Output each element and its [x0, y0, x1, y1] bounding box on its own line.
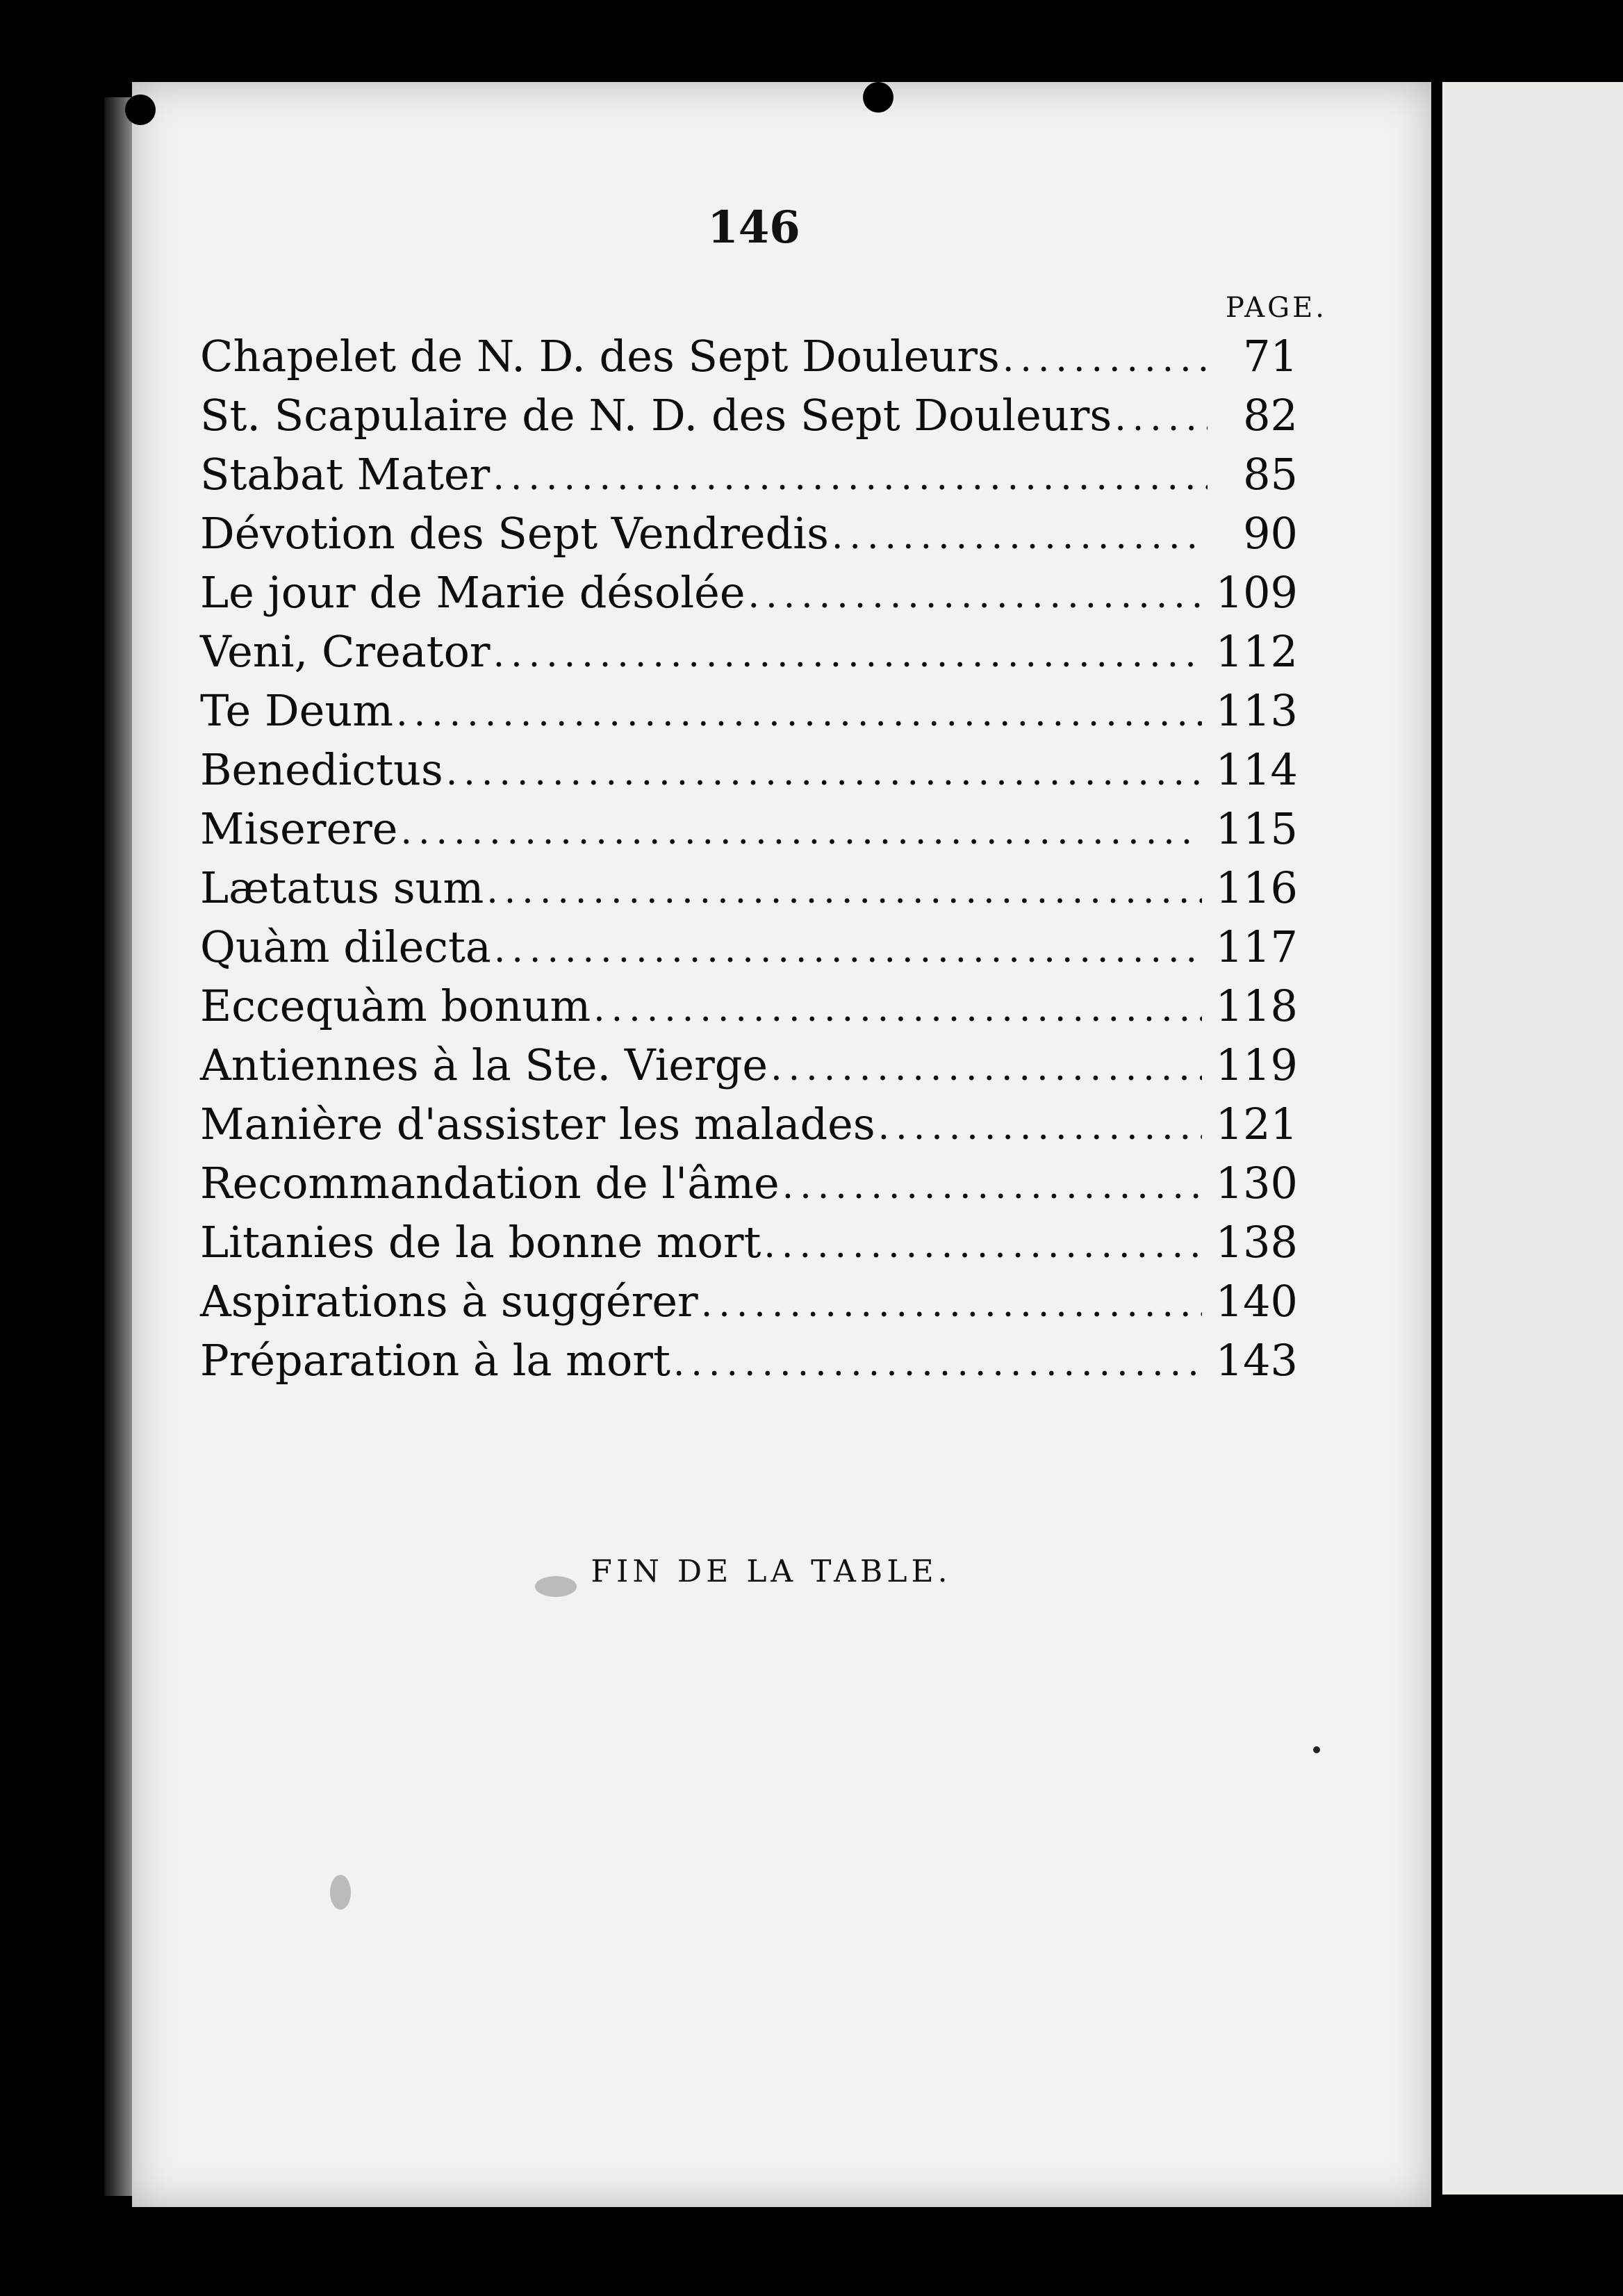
- toc-entry: [200, 981, 1298, 1040]
- toc-entry-page: 115: [1215, 803, 1298, 854]
- toc-entry-title: Veni, Creator: [200, 626, 491, 677]
- toc-entry-title: Aspirations à suggérer: [200, 1276, 698, 1327]
- page-gutter: [1431, 82, 1442, 2208]
- toc-entry-page: 114: [1215, 744, 1298, 795]
- toc-entry: [200, 449, 1298, 508]
- toc-entry-page: 116: [1215, 862, 1298, 913]
- toc-entry-page: 82: [1243, 390, 1298, 441]
- toc-entry: [200, 921, 1298, 981]
- toc-entry: [200, 331, 1298, 390]
- dot-leader: [400, 811, 1201, 853]
- toc-entry-title: Eccequàm bonum: [200, 981, 591, 1031]
- toc-entry-title: Benedictus: [200, 744, 443, 795]
- dot-leader: [832, 516, 1208, 557]
- paper-speck: [330, 1875, 351, 1910]
- toc-entry-page: 109: [1215, 567, 1298, 618]
- binding-hole: [863, 82, 893, 113]
- toc-entry-page: 119: [1215, 1040, 1298, 1090]
- toc-entry: [200, 1099, 1298, 1158]
- toc-entry-page: 90: [1243, 508, 1298, 559]
- toc-entry: [200, 862, 1298, 921]
- toc-entry-page: 112: [1215, 626, 1298, 677]
- dot-leader: [1003, 338, 1208, 380]
- dot-leader: [396, 693, 1202, 735]
- page-binding-edge: [104, 97, 132, 2196]
- toc-entry: [200, 803, 1298, 862]
- toc-entry: [200, 685, 1298, 744]
- toc-entry: [200, 508, 1298, 567]
- toc-entry: [200, 626, 1298, 685]
- toc-entry: [200, 1276, 1298, 1335]
- toc-entry: [200, 1158, 1298, 1217]
- dot-leader: [446, 752, 1202, 794]
- toc-entry-title: Te Deum: [200, 685, 394, 736]
- toc-entry-page: 130: [1215, 1158, 1298, 1208]
- toc-entry-page: 121: [1215, 1099, 1298, 1149]
- end-of-table-note: FIN DE LA TABLE.: [591, 1554, 952, 1589]
- dot-leader: [771, 1047, 1202, 1089]
- table-of-contents: [200, 331, 1298, 1394]
- toc-entry-title: St. Scapulaire de N. D. des Sept Douleurs: [200, 390, 1112, 441]
- toc-entry-title: Préparation à la mort: [200, 1335, 670, 1386]
- binding-hole: [125, 95, 156, 125]
- dot-leader: [493, 457, 1208, 498]
- toc-entry-title: Litanies de la bonne mort: [200, 1217, 761, 1268]
- toc-entry-title: Le jour de Marie désolée: [200, 567, 745, 618]
- dot-leader: [494, 929, 1202, 971]
- toc-entry-page: 138: [1215, 1217, 1298, 1268]
- paper-speck: [535, 1576, 577, 1597]
- toc-entry-page: 71: [1243, 331, 1298, 382]
- toc-entry-title: Dévotion des Sept Vendredis: [200, 508, 829, 559]
- paper-speck: [1313, 1746, 1320, 1753]
- page-column-header: PAGE.: [1226, 292, 1327, 324]
- toc-entry: [200, 390, 1298, 449]
- toc-entry-title: Antiennes à la Ste. Vierge: [200, 1040, 768, 1090]
- toc-entry: [200, 1217, 1298, 1276]
- dot-leader: [486, 870, 1201, 912]
- toc-entry-title: Chapelet de N. D. des Sept Douleurs: [200, 331, 1000, 382]
- page-number: 146: [707, 202, 800, 254]
- toc-entry: [200, 1335, 1298, 1394]
- dot-leader: [1114, 397, 1208, 439]
- toc-entry-title: Lætatus sum: [200, 862, 484, 913]
- toc-entry-page: 117: [1215, 921, 1298, 972]
- dot-leader: [493, 634, 1202, 675]
- toc-entry-title: Stabat Mater: [200, 449, 491, 500]
- toc-entry-page: 118: [1215, 981, 1298, 1031]
- toc-entry: [200, 1040, 1298, 1099]
- toc-entry-page: 143: [1215, 1335, 1298, 1386]
- toc-entry-title: Quàm dilecta: [200, 921, 491, 972]
- dot-leader: [673, 1343, 1202, 1384]
- toc-entry-title: Recommandation de l'âme: [200, 1158, 780, 1208]
- dot-leader: [701, 1284, 1202, 1325]
- toc-entry-page: 140: [1215, 1276, 1298, 1327]
- dot-leader: [782, 1165, 1202, 1207]
- toc-entry: [200, 567, 1298, 626]
- toc-entry-page: 85: [1243, 449, 1298, 500]
- toc-entry: [200, 744, 1298, 803]
- adjacent-page: [1441, 82, 1623, 2195]
- dot-leader: [593, 988, 1202, 1030]
- toc-entry-title: Miserere: [200, 803, 398, 854]
- toc-entry-page: 113: [1215, 685, 1298, 736]
- book-page: [132, 82, 1431, 2207]
- dot-leader: [764, 1224, 1201, 1266]
- dot-leader: [748, 575, 1202, 616]
- dot-leader: [878, 1106, 1202, 1148]
- toc-entry-title: Manière d'assister les malades: [200, 1099, 875, 1149]
